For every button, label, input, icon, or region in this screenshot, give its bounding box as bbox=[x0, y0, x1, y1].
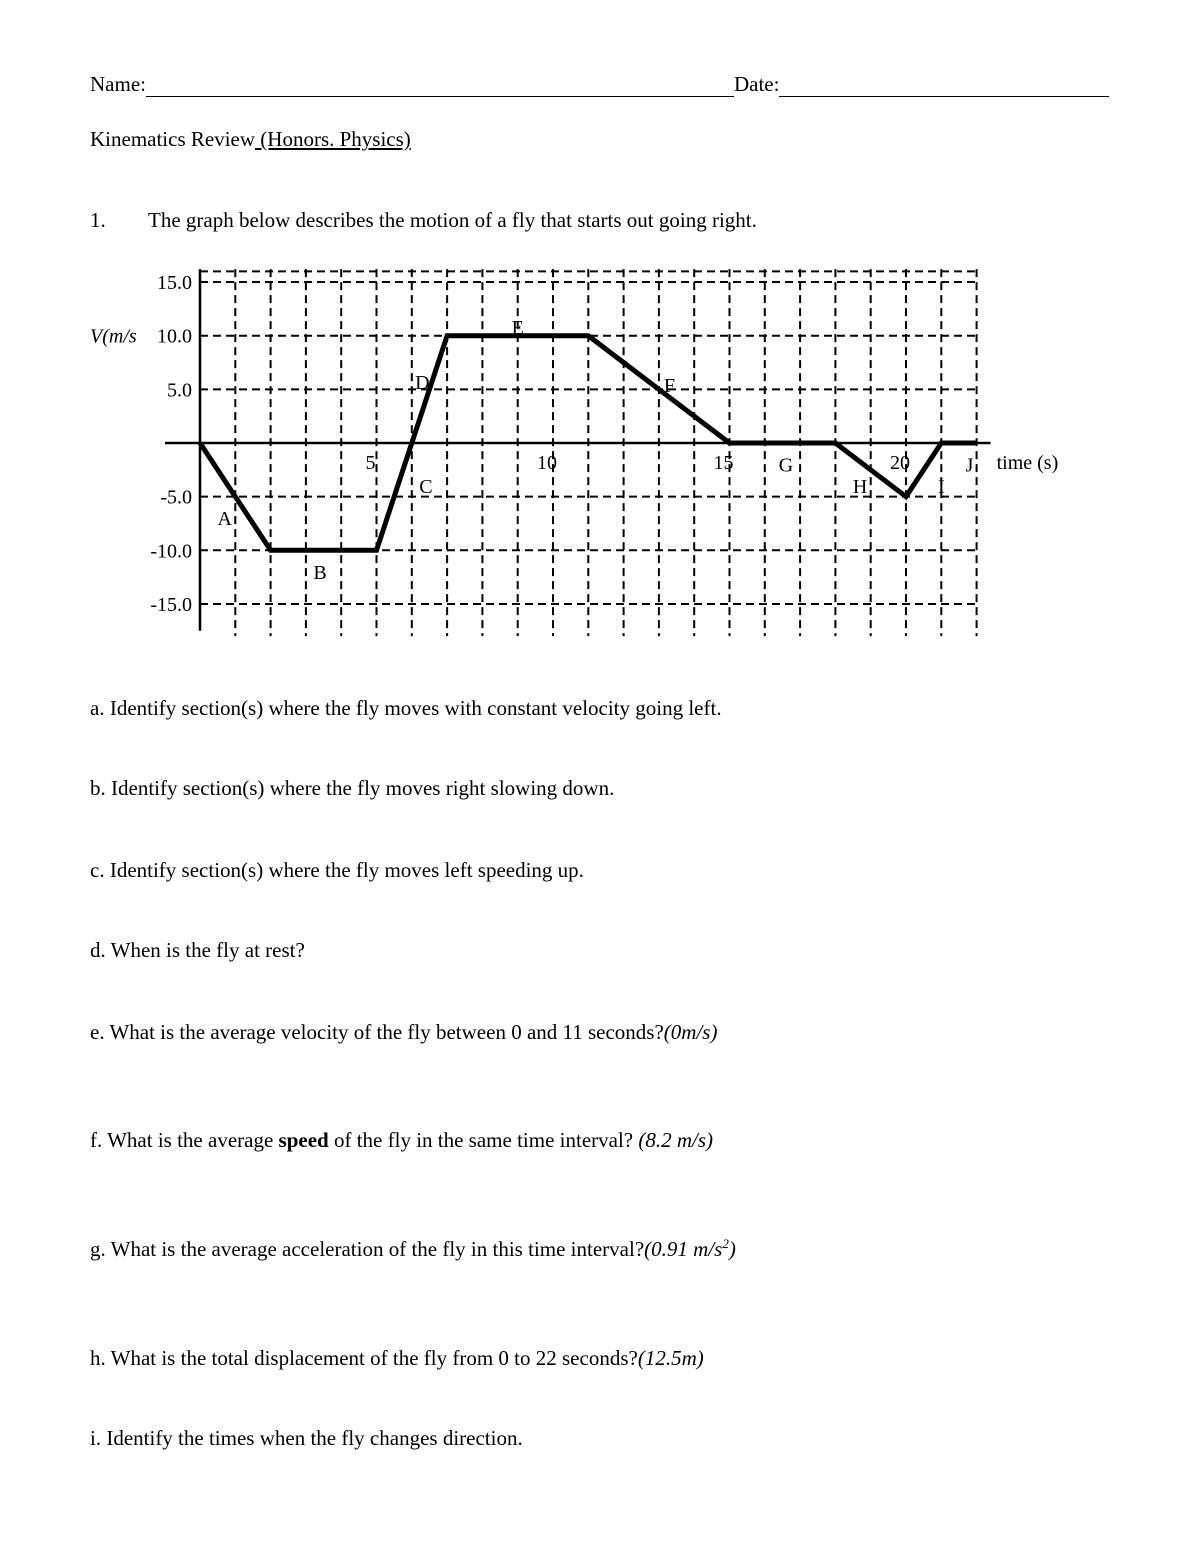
y-tick-label: -5.0 bbox=[160, 486, 192, 509]
question-text: h. What is the total displacement of the fly from 0 to 22 seconds? bbox=[90, 1346, 638, 1370]
question-a bbox=[90, 696, 722, 721]
question-text: g. What is the average acceleration of the fly in this time interval? bbox=[90, 1237, 645, 1261]
x-tick-label: 20 bbox=[890, 452, 910, 474]
section-label-d: D bbox=[415, 371, 430, 394]
question-d bbox=[90, 938, 305, 963]
question-b bbox=[90, 776, 614, 801]
answer-text: (8.2 m/s) bbox=[638, 1128, 714, 1152]
answer-text: (0.91 m/s bbox=[644, 1237, 723, 1261]
section-label-a: A bbox=[217, 508, 232, 531]
section-label-c: C bbox=[419, 475, 433, 498]
velocity-time-graph bbox=[0, 0, 1200, 700]
section-label-b: B bbox=[313, 561, 327, 584]
question-i bbox=[90, 1426, 523, 1451]
x-axis-label: time (s) bbox=[996, 452, 1059, 474]
question-h bbox=[90, 1346, 704, 1371]
title-course: (Honors. Physics) bbox=[255, 127, 411, 151]
x-tick-label: 15 bbox=[713, 452, 734, 474]
x-tick-label: 5 bbox=[365, 452, 376, 474]
question-prompt: The graph below describes the motion of a fly that starts out going right. bbox=[148, 208, 757, 232]
question-text: c. Identify section(s) where the fly moves left speeding up. bbox=[90, 858, 584, 882]
y-tick-label: 15.0 bbox=[157, 272, 192, 295]
date-label: Date: bbox=[733, 72, 780, 96]
question-c bbox=[90, 858, 584, 883]
question-f bbox=[90, 1128, 713, 1153]
answer-text: 2 bbox=[722, 1236, 729, 1251]
answer-text: ) bbox=[728, 1237, 736, 1261]
section-label-i: I bbox=[937, 475, 945, 498]
y-tick-label: 10.0 bbox=[157, 325, 192, 348]
question-text: i. Identify the times when the fly changes direction. bbox=[90, 1426, 523, 1450]
section-label-g: G bbox=[778, 454, 794, 477]
question-g bbox=[90, 1236, 736, 1262]
section-label-h: H bbox=[852, 475, 868, 498]
y-axis-label: V(m/s bbox=[90, 325, 137, 348]
question-text: a. Identify section(s) where the fly moves with constant velocity going left. bbox=[90, 696, 722, 720]
axes bbox=[165, 269, 991, 631]
question-text: e. What is the average velocity of the fly between 0 and 11 seconds? bbox=[90, 1020, 664, 1044]
y-tick-label: -10.0 bbox=[150, 540, 192, 563]
section-labels bbox=[217, 317, 973, 584]
answer-text: (0m/s) bbox=[663, 1020, 718, 1044]
question-text: of the fly in the same time interval? bbox=[328, 1128, 639, 1152]
y-tick-label: -15.0 bbox=[150, 593, 192, 616]
section-label-f: F bbox=[663, 375, 676, 398]
question-text: d. When is the fly at rest? bbox=[90, 938, 305, 962]
name-label: Name: bbox=[90, 72, 146, 96]
answer-text: (12.5m) bbox=[637, 1346, 704, 1370]
section-label-j: J bbox=[965, 454, 974, 477]
section-label-e: E bbox=[511, 317, 524, 340]
question-text: f. What is the average bbox=[90, 1128, 279, 1152]
y-tick-label: 5.0 bbox=[167, 379, 192, 402]
emphasis-text: speed bbox=[278, 1128, 329, 1152]
question-e bbox=[90, 1020, 717, 1045]
title-text: Kinematics Review bbox=[90, 127, 256, 151]
x-tick-label: 10 bbox=[537, 452, 557, 474]
question-text: b. Identify section(s) where the fly moves right slowing down. bbox=[90, 776, 615, 800]
question-number: 1. bbox=[90, 208, 106, 232]
